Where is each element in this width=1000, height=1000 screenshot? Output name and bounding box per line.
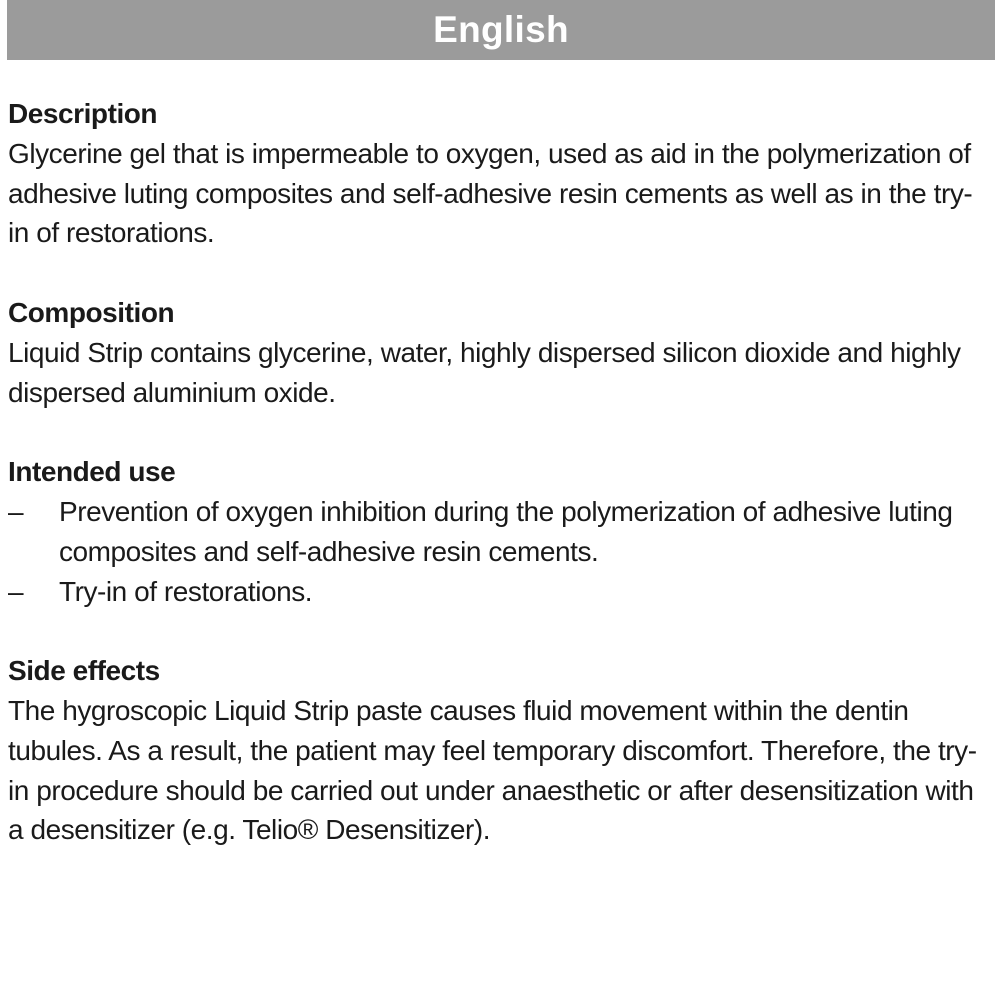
side-effects-section [8,651,990,850]
dash-bullet-icon: – [8,495,24,527]
language-title: English [433,9,569,50]
list-item-text: Prevention of oxygen inhibition during the polymerization of adhesive luting composites and self-adhesive resin cements. [59,495,953,567]
composition-heading: Composition [8,296,175,328]
composition-text: Liquid Strip contains glycerine, water, highly dispersed silicon dioxide and highly dispersed aluminium oxide. [8,336,961,408]
list-item [8,572,990,612]
dash-bullet-icon: – [8,575,24,607]
language-header-bar [7,0,995,60]
list-item [8,492,990,572]
intended-use-heading: Intended use [8,456,176,488]
intended-use-section [8,452,990,611]
composition-section [8,293,990,412]
description-section [8,94,990,253]
list-item-text: Try-in of restorations. [59,575,313,607]
side-effects-heading: Side effects [8,655,160,687]
description-text: Glycerine gel that is impermeable to oxygen, used as aid in the polymerization of adhesive luting composites and self-adhesive resin cements as well as in the try-in of restorations. [8,137,973,249]
document-content [8,94,990,890]
side-effects-text: The hygroscopic Liquid Strip paste causes fluid movement within the dentin tubules. As a result, the patient may feel temporary discomfort. Therefore, the try-in procedure should be carried out under anaesthetic or after desensitization with a desensitizer (e.g. Telio® Desensitizer). [8,694,977,846]
intended-use-list [8,492,990,611]
description-heading: Description [8,98,158,129]
